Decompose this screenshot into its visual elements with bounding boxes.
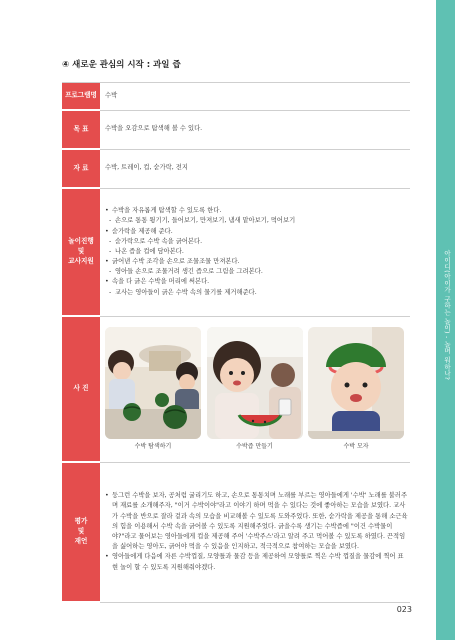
- photos-label: 사 진: [62, 316, 100, 462]
- goal-value: 수박을 오감으로 탐색해 볼 수 있다.: [100, 110, 410, 149]
- activity-sub-item: - 교사는 영아들이 긁은 수박 속의 물기를 제거해준다.: [105, 288, 409, 298]
- activity-item: • 긁어낸 수박 조각을 손으로 조물조물 만져본다.: [105, 257, 409, 267]
- photo-watermelon-exploring: [105, 327, 201, 439]
- section-title: ④ 새로운 관심의 시작 : 과일 즙: [62, 60, 181, 70]
- photos-row: [62, 316, 410, 462]
- activity-content: [100, 188, 410, 316]
- program-value: 수박: [100, 83, 410, 111]
- activity-sub-item: - 손으로 통통 튕기기, 들어보기, 만져보기, 냄새 맡아보기, 먹어보기: [105, 216, 409, 226]
- photos-content: [100, 316, 410, 462]
- program-row: [62, 83, 410, 111]
- activity-row: [62, 188, 410, 316]
- evaluation-row: [62, 462, 410, 602]
- activity-list: [105, 206, 409, 298]
- photo-card: [308, 327, 404, 452]
- evaluation-label: 평가 및 재언: [62, 462, 100, 602]
- activity-sub-item: - 숟가락으로 수박 속을 긁어본다.: [105, 237, 409, 247]
- activity-label: 놀이진행 및 교사지원: [62, 188, 100, 316]
- materials-value: 수박, 트레이, 컵, 숟가락, 전지: [100, 149, 410, 188]
- activity-sub-item: - 나온 즙을 컵에 담아본다.: [105, 247, 409, 257]
- page-number: 023: [396, 605, 412, 614]
- evaluation-item: • 영아들에게 다음에 자른 수박껍질, 모양틀과 물감 등을 제공하여 모양틀로 찍은 수박 껍질을 물감에 찍어 표현 놀이 할 수 있도록 지원해줘야겠다.: [105, 552, 409, 572]
- program-label: 프로그램명: [62, 83, 100, 111]
- photo-card: [105, 327, 201, 452]
- photo-caption: 수박즙 만들기: [236, 442, 273, 450]
- evaluation-list: [105, 491, 409, 573]
- activity-item: • 수박을 자유롭게 탐색할 수 있도록 한다.: [105, 206, 409, 216]
- photo-caption: 수박 모자: [343, 442, 369, 450]
- photo-caption: 수박 탐색하기: [134, 442, 172, 450]
- photo-card: [207, 327, 303, 452]
- materials-label: 자 료: [62, 149, 100, 188]
- activity-plan-table: [62, 82, 410, 603]
- side-tab: [436, 0, 455, 640]
- materials-row: [62, 149, 410, 188]
- activity-item: • 숟가락을 제공해 준다.: [105, 227, 409, 237]
- activity-item: • 속을 다 긁은 수박을 머리에 써본다.: [105, 277, 409, 287]
- side-tab-text: 아이디(아이가 구하는 놀이) - 놀며 워하나?: [443, 250, 451, 381]
- activity-sub-item: - 영아들 손으로 조물거려 생긴 즙으로 그림을 그려본다.: [105, 267, 409, 277]
- photo-watermelon-hat: [308, 327, 404, 439]
- goal-label: 목 표: [62, 110, 100, 149]
- goal-row: [62, 110, 410, 149]
- photo-watermelon-juice: [207, 327, 303, 439]
- evaluation-item: • 둥그런 수박을 보자, 공처럼 굴리기도 하고, 손으로 통통치며 노래를 부르는 영아들에게 '수박' 노래를 불러주며 재료를 소개해주자, "이거 수박이야"라고 이야기 하며 먹을 수 있다는 것에 좋아하는 모습을 보였다. 교사가 수박을 반으로 잘라 겉과 속의 모습을 비교해볼 수 있도록 도와주었다. 또한, 숟가락을 제공을 통해 소근육의 힘을 이용해서 수박 속을 긁어볼 수 있도록 지원해주었다. 긁을수록 생기는 수박즙에 "이건 수박물이야?"라고 물어보는 영아들에게 컵을 제공해 주어 '수박주스'라고 알려 주고 먹어볼 수 있도록 하였다. 끈적임을 싫어하는 영아도, 긁어야 먹을 수 있음을 인지하고, 적극적으로 참여하는 모습을 보였다.: [105, 491, 409, 552]
- evaluation-content: [100, 462, 410, 602]
